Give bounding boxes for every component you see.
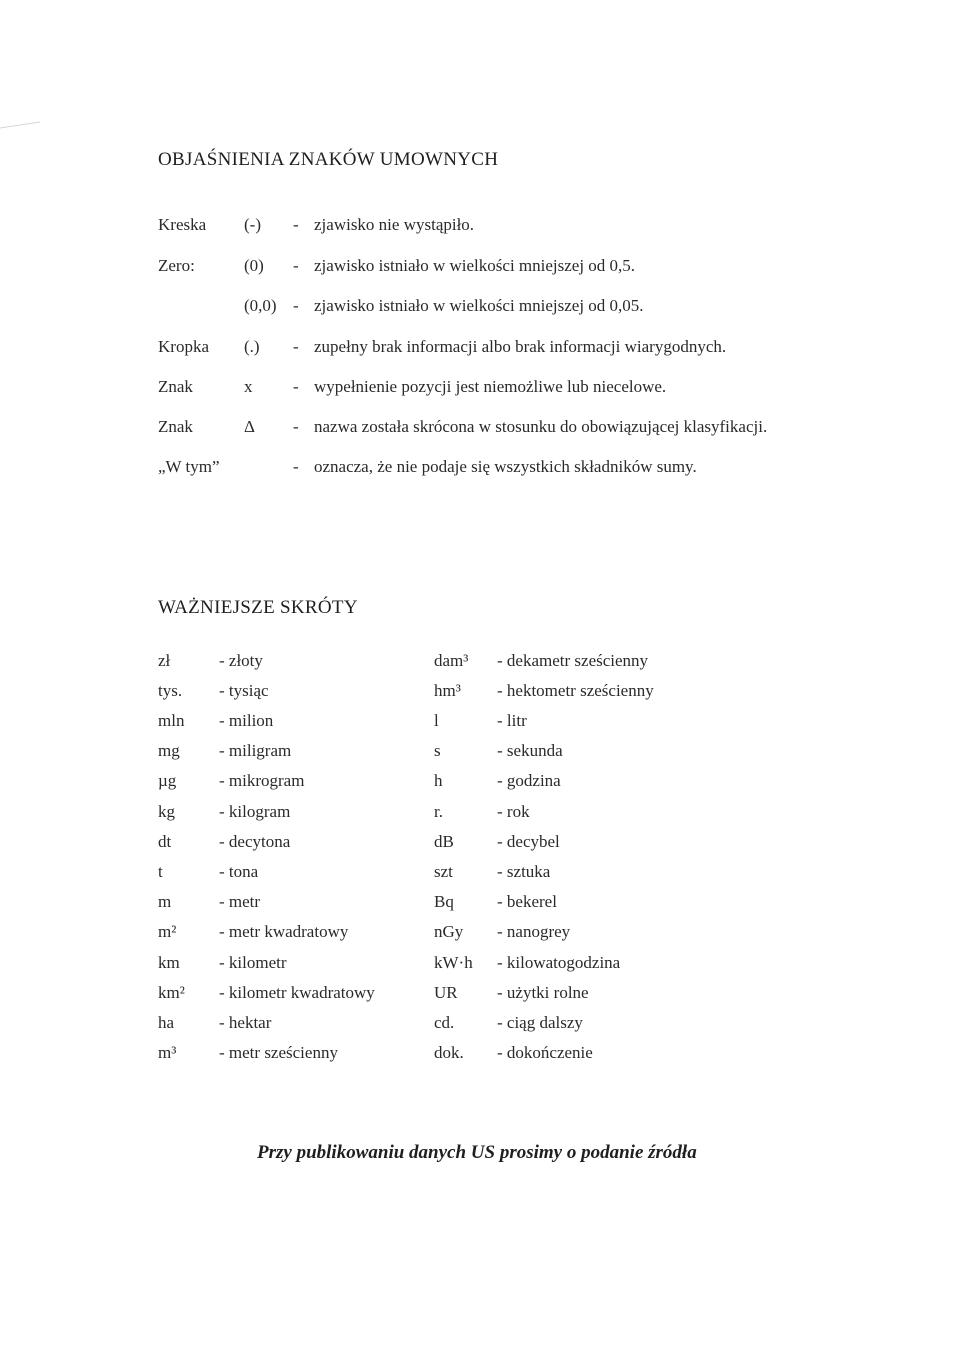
abbreviation-row bbox=[0, 922, 960, 946]
abbreviation-row bbox=[0, 681, 960, 705]
abbreviation-meaning: - milion bbox=[219, 711, 274, 730]
legend-label: Zero: bbox=[158, 256, 195, 275]
abbreviation-meaning: - decytona bbox=[219, 832, 291, 851]
abbreviation: dB bbox=[434, 832, 454, 851]
legend-label: Znak bbox=[158, 377, 193, 396]
abbreviation-meaning: - ciąg dalszy bbox=[497, 1013, 583, 1032]
legend-dash: - bbox=[293, 296, 299, 315]
abbreviation-meaning: - kilometr kwadratowy bbox=[219, 983, 375, 1002]
abbreviation: t bbox=[158, 862, 163, 881]
abbreviation-meaning: - hektometr sześcienny bbox=[497, 681, 654, 700]
legend-description: zjawisko nie wystąpiło. bbox=[314, 215, 475, 234]
abbreviation-meaning: - nanogrey bbox=[497, 922, 571, 941]
scan-edge-mark bbox=[0, 0, 60, 140]
abbreviation-row bbox=[0, 802, 960, 826]
abbreviation-row bbox=[0, 651, 960, 675]
abbreviations-title: WAŻNIEJSZE SKRÓTY bbox=[158, 597, 358, 618]
abbreviation: ha bbox=[158, 1013, 175, 1032]
abbreviation-row bbox=[0, 741, 960, 765]
abbreviation: µg bbox=[158, 771, 177, 790]
abbreviation-row bbox=[0, 711, 960, 735]
legend-row bbox=[0, 256, 960, 280]
abbreviation-meaning: - bekerel bbox=[497, 892, 557, 911]
abbreviation-meaning: - dokończenie bbox=[497, 1043, 593, 1062]
legend-label: Kropka bbox=[158, 337, 209, 356]
abbreviation: zł bbox=[158, 651, 171, 670]
abbreviation-meaning: - hektar bbox=[219, 1013, 272, 1032]
abbreviation: mln bbox=[158, 711, 185, 730]
abbreviation-meaning: - mikrogram bbox=[219, 771, 305, 790]
abbreviation: hm³ bbox=[434, 681, 461, 700]
abbreviation-meaning: - kilometr bbox=[219, 953, 287, 972]
abbreviation-row bbox=[0, 832, 960, 856]
abbreviation: dam³ bbox=[434, 651, 469, 670]
abbreviation-meaning: - metr bbox=[219, 892, 261, 911]
legend-description: zjawisko istniało w wielkości mniejszej od 0,5. bbox=[314, 256, 636, 275]
legend-dash: - bbox=[293, 457, 299, 476]
legend-title: OBJAŚNIENIA ZNAKÓW UMOWNYCH bbox=[158, 149, 499, 170]
source-citation-note: Przy publikowaniu danych US prosimy o podanie źródła bbox=[257, 1142, 697, 1163]
legend-row bbox=[0, 457, 960, 481]
abbreviation-meaning: - tona bbox=[219, 862, 259, 881]
abbreviation: m² bbox=[158, 922, 177, 941]
abbreviation: mg bbox=[158, 741, 180, 760]
abbreviation: dt bbox=[158, 832, 172, 851]
abbreviation-row bbox=[0, 862, 960, 886]
abbreviation-row bbox=[0, 953, 960, 977]
legend-symbol: (0) bbox=[244, 256, 264, 275]
legend-dash: - bbox=[293, 256, 299, 275]
legend-row bbox=[0, 337, 960, 361]
abbreviation: km² bbox=[158, 983, 185, 1002]
legend-row bbox=[0, 377, 960, 401]
abbreviation: r. bbox=[434, 802, 443, 821]
abbreviation: tys. bbox=[158, 681, 183, 700]
abbreviation: dok. bbox=[434, 1043, 464, 1062]
legend-symbol: (.) bbox=[244, 337, 260, 356]
legend-description: zjawisko istniało w wielkości mniejszej od 0,05. bbox=[314, 296, 644, 315]
abbreviation: UR bbox=[434, 983, 458, 1002]
legend-dash: - bbox=[293, 215, 299, 234]
abbreviation: s bbox=[434, 741, 441, 760]
legend-label: „W tym” bbox=[158, 457, 220, 476]
abbreviation: m³ bbox=[158, 1043, 177, 1062]
abbreviation-meaning: - kilogram bbox=[219, 802, 291, 821]
legend-label: Znak bbox=[158, 417, 193, 436]
abbreviation: kW·h bbox=[434, 953, 473, 972]
abbreviation: szt bbox=[434, 862, 453, 881]
abbreviation-row bbox=[0, 1013, 960, 1037]
abbreviation-meaning: - litr bbox=[497, 711, 527, 730]
legend-symbol: (0,0) bbox=[244, 296, 277, 315]
legend-description: wypełnienie pozycji jest niemożliwe lub niecelowe. bbox=[314, 377, 667, 396]
legend-row bbox=[0, 296, 960, 320]
abbreviation: nGy bbox=[434, 922, 464, 941]
abbreviation-meaning: - miligram bbox=[219, 741, 292, 760]
abbreviation-meaning: - sztuka bbox=[497, 862, 551, 881]
abbreviation-meaning: - tysiąc bbox=[219, 681, 269, 700]
abbreviation-meaning: - dekametr sześcienny bbox=[497, 651, 649, 670]
abbreviation-meaning: - rok bbox=[497, 802, 530, 821]
abbreviation: km bbox=[158, 953, 180, 972]
abbreviation-meaning: - metr kwadratowy bbox=[219, 922, 349, 941]
legend-dash: - bbox=[293, 337, 299, 356]
abbreviation-row bbox=[0, 1043, 960, 1067]
abbreviation: Bq bbox=[434, 892, 454, 911]
abbreviation-meaning: - kilowatogodzina bbox=[497, 953, 621, 972]
abbreviation: cd. bbox=[434, 1013, 455, 1032]
abbreviation-row bbox=[0, 892, 960, 916]
abbreviation-meaning: - złoty bbox=[219, 651, 263, 670]
legend-label: Kreska bbox=[158, 215, 207, 234]
abbreviation: h bbox=[434, 771, 443, 790]
abbreviation: m bbox=[158, 892, 172, 911]
abbreviation-row bbox=[0, 771, 960, 795]
legend-row bbox=[0, 417, 960, 441]
abbreviation-row bbox=[0, 983, 960, 1007]
abbreviation-meaning: - decybel bbox=[497, 832, 560, 851]
legend-dash: - bbox=[293, 377, 299, 396]
legend-symbol: (-) bbox=[244, 215, 261, 234]
legend-symbol: x bbox=[244, 377, 253, 396]
abbreviation: kg bbox=[158, 802, 175, 821]
legend-description: nazwa została skrócona w stosunku do obowiązującej klasyfikacji. bbox=[314, 417, 768, 436]
abbreviation-meaning: - godzina bbox=[497, 771, 561, 790]
abbreviation: l bbox=[434, 711, 439, 730]
legend-symbol: Δ bbox=[244, 417, 255, 436]
abbreviation-meaning: - użytki rolne bbox=[497, 983, 589, 1002]
legend-description: oznacza, że nie podaje się wszystkich składników sumy. bbox=[314, 457, 697, 476]
abbreviation-meaning: - metr sześcienny bbox=[219, 1043, 338, 1062]
legend-row bbox=[0, 215, 960, 239]
legend-dash: - bbox=[293, 417, 299, 436]
legend-description: zupełny brak informacji albo brak informacji wiarygodnych. bbox=[314, 337, 727, 356]
abbreviation-meaning: - sekunda bbox=[497, 741, 563, 760]
